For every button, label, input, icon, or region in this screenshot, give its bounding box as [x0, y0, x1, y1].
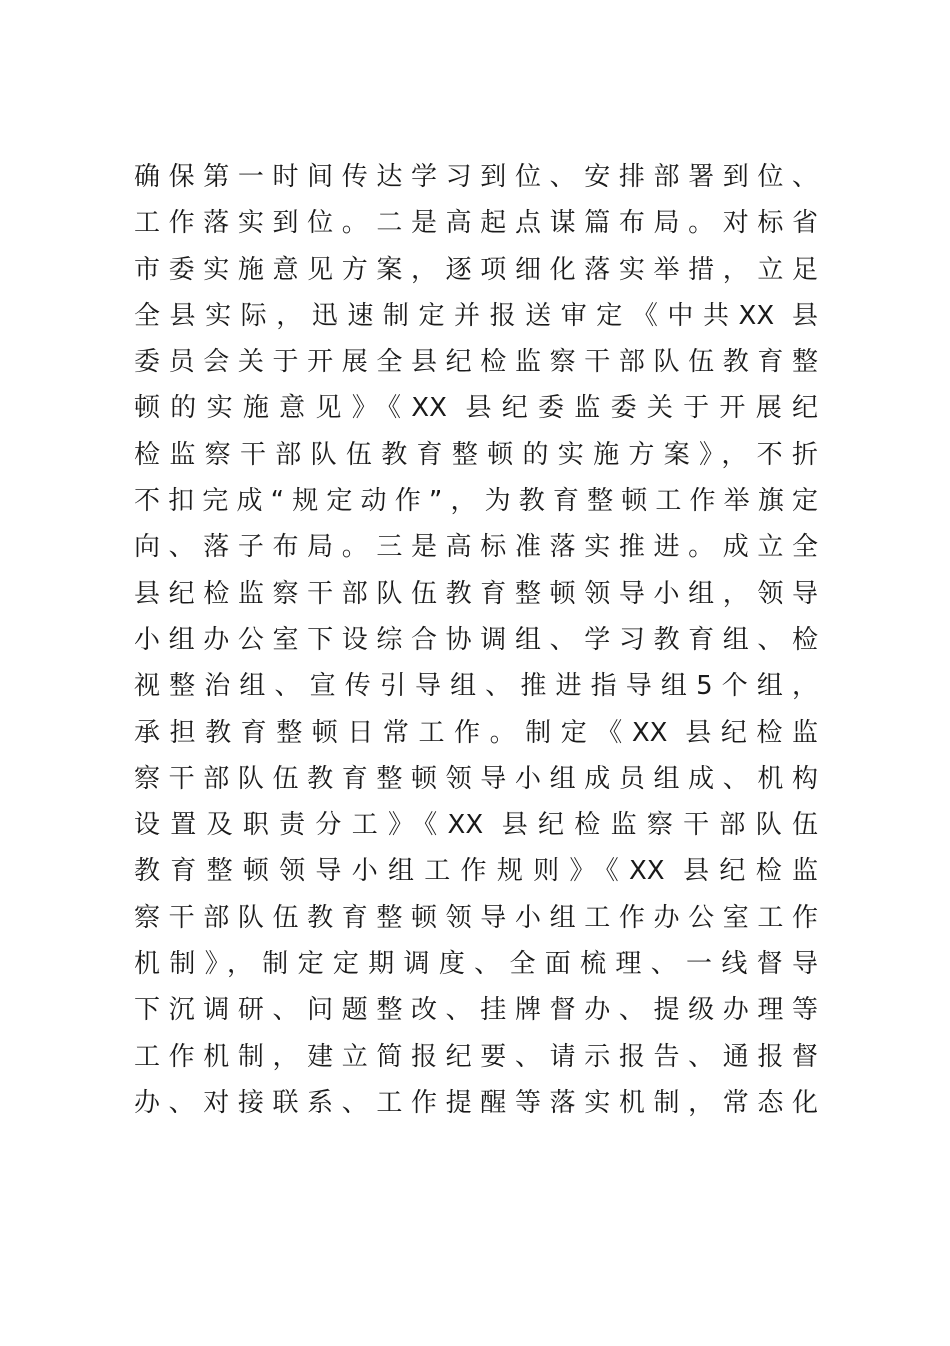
- text-line: 工作落实到位。二是高起点谋篇布局。对标省: [134, 208, 818, 239]
- text-line: 机制》，制定定期调度、全面梳理、一线督导: [134, 949, 818, 980]
- text-line: 县纪检监察干部队伍教育整顿领导小组，领导: [134, 578, 818, 609]
- text-line: 市委实施意见方案，逐项细化落实举措，立足: [134, 254, 818, 285]
- text-line: 下沉调研、问题整改、挂牌督办、提级办理等: [134, 995, 818, 1026]
- text-line: 确保第一时间传达学习到位、安排部署到位、: [134, 162, 818, 192]
- text-line: 承担教育整顿日常工作。制定《XX 县纪检监: [134, 717, 818, 748]
- text-line: 委员会关于开展全县纪检监察干部队伍教育整: [134, 347, 818, 378]
- text-line: 工作机制，建立简报纪要、请示报告、通报督: [134, 1041, 818, 1072]
- text-line: 办、对接联系、工作提醒等落实机制，常态化: [134, 1087, 818, 1118]
- text-line: 察干部队伍教育整顿领导小组工作办公室工作: [134, 902, 818, 933]
- text-line: 全县实际，迅速制定并报送审定《中共XX 县: [134, 300, 818, 331]
- body-paragraph: [134, 154, 818, 1126]
- text-line: 向、落子布局。三是高标准落实推进。成立全: [134, 532, 818, 563]
- text-line: 教育整顿领导小组工作规则》《XX 县纪检监: [134, 856, 818, 887]
- text-line: 小组办公室下设综合协调组、学习教育组、检: [134, 624, 818, 655]
- text-line: 顿的实施意见》《XX 县纪委监委关于开展纪: [134, 393, 818, 424]
- text-line: 设置及职责分工》《XX 县纪检监察干部队伍: [134, 810, 818, 841]
- text-line: 检监察干部队伍教育整顿的实施方案》，不折: [134, 439, 818, 470]
- text-line: 察干部队伍教育整顿领导小组成员组成、机构: [134, 763, 818, 794]
- text-line: 不扣完成“规定动作”，为教育整顿工作举旗定: [134, 486, 818, 517]
- text-line: 视整治组、宣传引导组、推进指导组5个组，: [134, 671, 818, 702]
